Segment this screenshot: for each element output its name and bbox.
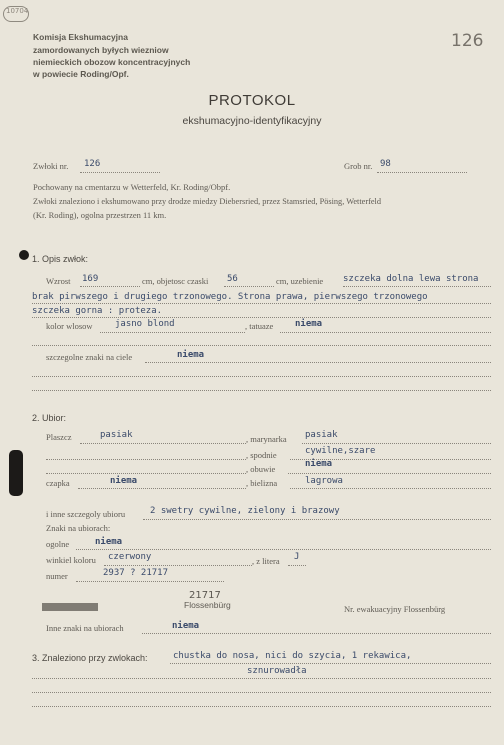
zwloki-value: 126 (84, 159, 101, 169)
org-line-2: zamordowanych byłych wiezniow (33, 45, 169, 55)
litera-label: , z litera (252, 556, 280, 566)
section3-value-2: sznurowadła (247, 666, 307, 676)
marynarka-line (302, 443, 491, 444)
czapka-value: niema (110, 476, 138, 486)
marynarka-value: pasiak (305, 430, 338, 440)
znaleziono-line-1: Zwłoki znaleziono i ekshumowano przy drodze miedzy Diebersried, przez Stamsried, Pösing, Wetterfeld (33, 197, 382, 206)
czaska-value: 56 (227, 274, 238, 284)
org-line-3: niemieckich obozow koncentracyjnych (33, 57, 191, 67)
uzebienie-label: cm, uzebienie (276, 276, 324, 286)
kolor-line (100, 332, 245, 333)
pochowany-text: Pochowany na cmentarzu w Wetterfeld, Kr. Roding/Obpf. (33, 182, 231, 192)
marynarka-label: , marynarka (246, 434, 287, 444)
inne-label: i inne szczegoly ubioru (46, 509, 126, 519)
bielizna-line (290, 488, 491, 489)
obuwie-line (288, 473, 491, 474)
org-line-1: Komisja Ekshumacyjna (33, 32, 128, 42)
hole-punch-mark (19, 250, 29, 260)
czapka-line (78, 488, 246, 489)
czaska-label: cm, objetosc czaski (142, 276, 209, 286)
tatuaze-label: , tatuaze (245, 321, 274, 331)
spodnie-label: , spodnie (246, 450, 277, 460)
ogolne-value: niema (95, 537, 123, 547)
wzrost-line (80, 286, 140, 287)
numer-line (76, 581, 224, 582)
obuwie-left-line (46, 473, 246, 474)
grob-line (377, 172, 467, 173)
czapka-label: czapka (46, 478, 70, 488)
znaki-line (145, 362, 491, 363)
znaki-value: niema (177, 350, 205, 360)
section3-line-3 (32, 692, 491, 693)
org-line-4: w powiecie Roding/Opf. (33, 69, 129, 79)
folio-number: 126 (451, 31, 484, 51)
archive-mark: 10704 (6, 7, 29, 15)
znaki-label: szczegolne znaki na ciele (46, 352, 133, 362)
section1-title: 1. Opis zwłok: (32, 254, 89, 264)
inne-znaki-label: Inne znaki na ubiorach (46, 623, 124, 633)
inne-value: 2 swetry cywilne, zielony i brazowy (150, 506, 340, 516)
document-subtitle: ekshumacyjno-identyfikacyjny (182, 115, 322, 127)
kolor-value: jasno blond (115, 319, 175, 329)
znaki-ubior-label: Znaki na ubiorach: (46, 523, 111, 533)
czaska-line (224, 286, 274, 287)
plaszcz-line (80, 443, 246, 444)
section2-title: 2. Ubior: (32, 413, 67, 423)
spodnie-value: cywilne,szare (305, 446, 376, 456)
litera-line (288, 565, 306, 566)
section3-line-1 (170, 663, 491, 664)
grob-value: 98 (380, 159, 391, 169)
tatuaze-value: niema (295, 319, 323, 329)
znaki-extra-line-1 (32, 376, 491, 377)
numer-label: numer (46, 571, 68, 581)
uzebienie-line (343, 286, 491, 287)
kolor-extra-line (32, 345, 491, 346)
winkiel-line (104, 565, 252, 566)
winkiel-label: winkiel koloru (46, 555, 96, 565)
numer-value: 2937 ? 21717 (103, 568, 169, 578)
uzebienie-line-3-rule (32, 317, 491, 318)
znaki-extra-line-2 (32, 390, 491, 391)
zwloki-line (80, 172, 160, 173)
uzebienie-line-2: brak pirwszego i drugiego trzonowego. Strona prawa, pierwszego trzonowego (32, 292, 428, 302)
stamp-number: 21717 (189, 590, 221, 601)
spodnie-left-line (46, 459, 246, 460)
censored-label-block (42, 603, 98, 611)
uzebienie-line-2-rule (32, 303, 491, 304)
tatuaze-line (280, 332, 491, 333)
obuwie-label: , obuwie (246, 464, 276, 474)
zwloki-label: Zwłoki nr. (33, 161, 69, 171)
uzebienie-line-3: szczeka gorna : proteza. (32, 306, 163, 316)
stamp-label: Nr. ewakuacyjny Flossenbürg (344, 604, 446, 614)
plaszcz-label: Plaszcz (46, 432, 72, 442)
ogolne-line (76, 549, 491, 550)
bielizna-value: lagrowa (305, 476, 343, 486)
bielizna-label: , bielizna (246, 478, 278, 488)
document-title: PROTOKOL (208, 92, 296, 109)
clip-mark (9, 450, 23, 496)
inne-znaki-value: niema (172, 621, 200, 631)
section3-line-4 (32, 706, 491, 707)
plaszcz-value: pasiak (100, 430, 133, 440)
inne-line (143, 519, 491, 520)
stamp-place: Flossenbürg (184, 600, 231, 610)
ogolne-label: ogolne (46, 539, 70, 549)
kolor-label: kolor wlosow (46, 321, 93, 331)
grob-label: Grob nr. (344, 161, 373, 171)
znaleziono-line-2: (Kr. Roding), ogolna przestrzen 11 km. (33, 210, 167, 220)
uzebienie-value: szczeka dolna lewa strona (343, 274, 479, 284)
section3-value-1: chustka do nosa, nici do szycia, 1 rekawica, (173, 651, 412, 661)
obuwie-value: niema (305, 459, 333, 469)
litera-value: J (294, 552, 300, 562)
wzrost-label: Wzrost (46, 276, 71, 286)
section3-title: 3. Znaleziono przy zwlokach: (32, 653, 148, 663)
winkiel-value: czerwony (108, 552, 152, 562)
inne-znaki-line (142, 633, 491, 634)
section3-line-2 (32, 678, 491, 679)
wzrost-value: 169 (82, 274, 99, 284)
